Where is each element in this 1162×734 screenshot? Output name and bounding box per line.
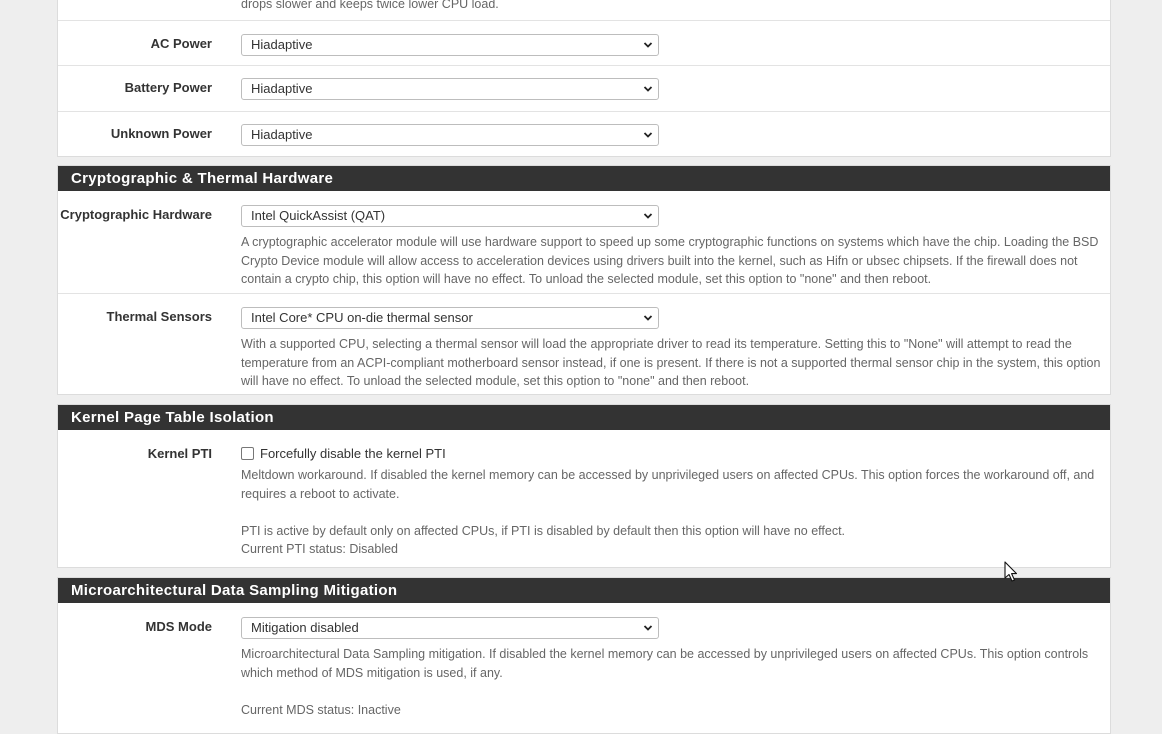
- mds-panel: [57, 577, 1111, 734]
- chevron-down-icon: [643, 40, 653, 50]
- thermal-sensors-select[interactable]: [241, 307, 659, 329]
- panel-heading: Microarchitectural Data Sampling Mitigation: [58, 578, 1110, 603]
- kernel-pti-row: [58, 430, 1110, 567]
- kernel-pti-panel: [57, 404, 1111, 568]
- unknown-power-value: Hiadaptive: [251, 127, 313, 142]
- chevron-down-icon: [643, 623, 653, 633]
- ac-power-label: AC Power: [150, 36, 212, 51]
- power-panel: [57, 0, 1111, 157]
- ac-power-value: Hiadaptive: [251, 37, 313, 52]
- panel-heading: Cryptographic & Thermal Hardware: [58, 166, 1110, 191]
- crypto-hardware-label: Cryptographic Hardware: [60, 207, 212, 222]
- panel-heading: Kernel Page Table Isolation: [58, 405, 1110, 430]
- thermal-sensors-row: [58, 293, 1110, 394]
- power-help-text: drops slower and keeps twice lower CPU load.: [241, 0, 499, 11]
- kernel-pti-checkbox-line[interactable]: [241, 443, 1103, 463]
- kernel-pti-label: Kernel PTI: [147, 446, 212, 461]
- unknown-power-label: Unknown Power: [110, 126, 212, 141]
- crypto-hardware-value: Intel QuickAssist (QAT): [251, 208, 386, 223]
- unknown-power-select[interactable]: [241, 124, 659, 146]
- mds-mode-help-text: Microarchitectural Data Sampling mitigation. If disabled the kernel memory can be accessed by unprivileged users on affected CPUs. This option controls which method of MDS mitigation is used, if any.: [241, 647, 1089, 680]
- mds-mode-help: [241, 645, 1103, 719]
- mds-mode-select[interactable]: [241, 617, 659, 639]
- thermal-sensors-help: With a supported CPU, selecting a thermal sensor will load the appropriate driver to read its temperature. Setting this to "None" will attempt to read the temperature from an ACPI-compliant motherboard sensor instead, if one is present. If there is not a supported thermal sensor chip in the system, this option will have no effect. To unload the selected module, set this option to "none" and then reboot.: [241, 337, 1101, 389]
- kernel-pti-checkbox-label[interactable]: Forcefully disable the kernel PTI: [260, 445, 446, 461]
- ac-power-select[interactable]: [241, 34, 659, 56]
- kernel-pti-help-text: Meltdown workaround. If disabled the kernel memory can be accessed by unprivileged users on affected CPUs. This option forces the workaround off, and requires a reboot to activate.: [241, 468, 1095, 501]
- crypto-hardware-row: [58, 191, 1110, 293]
- mds-mode-value: Mitigation disabled: [251, 620, 359, 635]
- battery-power-select[interactable]: [241, 78, 659, 100]
- mds-mode-label: MDS Mode: [145, 619, 212, 634]
- kernel-pti-note: PTI is active by default only on affected CPUs, if PTI is disabled by default then this option will have no effect.: [241, 523, 846, 538]
- battery-power-row: [58, 65, 1110, 111]
- kernel-pti-checkbox[interactable]: [241, 447, 254, 460]
- chevron-down-icon: [643, 84, 653, 94]
- chevron-down-icon: [643, 130, 653, 140]
- kernel-pti-status: Current PTI status: Disabled: [241, 542, 399, 557]
- power-help-row: [58, 0, 1110, 20]
- unknown-power-row: [58, 111, 1110, 156]
- crypto-hardware-select[interactable]: [241, 205, 659, 227]
- thermal-sensors-label: Thermal Sensors: [106, 309, 212, 324]
- mds-status: Current MDS status: Inactive: [241, 702, 401, 717]
- mouse-pointer-icon: [1004, 561, 1018, 583]
- mds-mode-row: [58, 603, 1110, 733]
- battery-power-value: Hiadaptive: [251, 81, 313, 96]
- crypto-thermal-panel: [57, 165, 1111, 395]
- crypto-hardware-help: A cryptographic accelerator module will use hardware support to speed up some cryptographic functions on systems which have the chip. Loading the BSD Crypto Device module will allow access to acceleration devices using drivers built into the kernel, such as Hifn or ubsec chipsets. If the firewall does not contain a crypto chip, this option will have no effect. To unload the selected module, set this option to "none" and then reboot.: [241, 235, 1099, 287]
- battery-power-label: Battery Power: [124, 80, 212, 95]
- kernel-pti-help: [241, 466, 1103, 559]
- thermal-sensors-value: Intel Core* CPU on-die thermal sensor: [251, 310, 473, 325]
- ac-power-row: [58, 20, 1110, 65]
- chevron-down-icon: [643, 313, 653, 323]
- chevron-down-icon: [643, 211, 653, 221]
